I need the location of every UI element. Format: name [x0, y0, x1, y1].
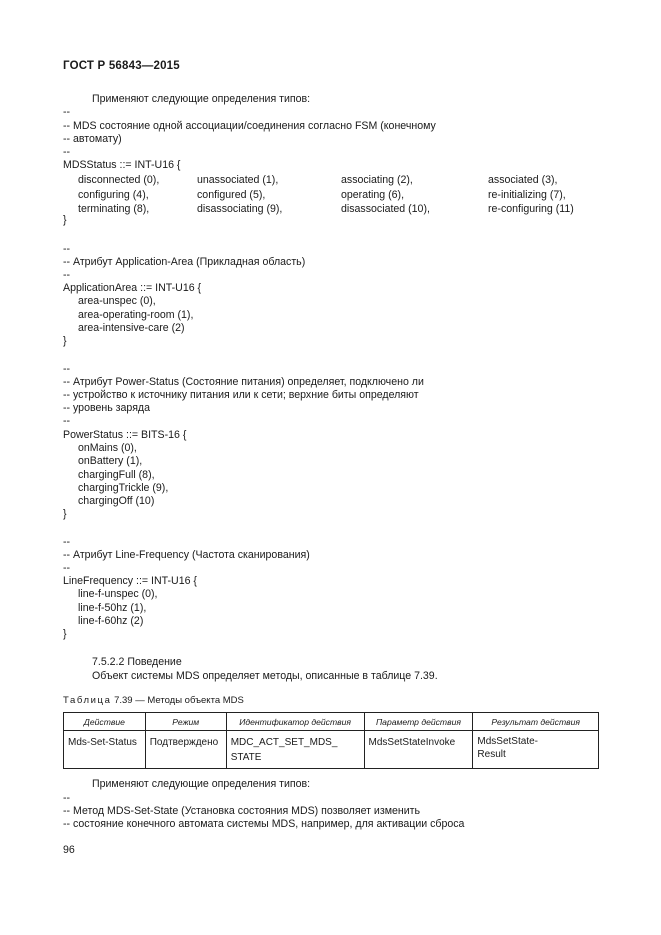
table-caption-prefix: Таблица: [63, 695, 112, 706]
enum-value: associated (3),: [488, 174, 558, 186]
comment-line: -- состояние конечного автомата системы MDS, например, для активации сброса: [63, 818, 465, 830]
enum-value: area-unspec (0),: [78, 295, 156, 307]
enum-value: onMains (0),: [78, 442, 137, 454]
cell-mode: Подтверждено: [145, 731, 226, 769]
enum-value: configured (5),: [197, 189, 266, 201]
enum-value: line-f-unspec (0),: [78, 588, 158, 600]
enum-value: chargingOff (10): [78, 495, 155, 507]
comment-line: -- Атрибут Line-Frequency (Частота сканирования): [63, 549, 310, 561]
comment-line: -- Атрибут Application-Area (Прикладная область): [63, 256, 306, 268]
comment-line: -- устройство к источнику питания или к сети; верхние биты определяют: [63, 389, 419, 401]
intro-paragraph: Применяют следующие определения типов:: [92, 778, 311, 790]
enum-value: chargingTrickle (9),: [78, 482, 169, 494]
closing-brace: }: [63, 335, 67, 347]
section-heading: 7.5.2.2 Поведение: [92, 656, 182, 668]
page-number: 96: [63, 844, 75, 856]
closing-brace: }: [63, 214, 67, 226]
enum-value: operating (6),: [341, 189, 405, 201]
enum-value: configuring (4),: [78, 189, 149, 201]
comment-line: -- Атрибут Power-Status (Состояние питания) определяет, подключено ли: [63, 376, 424, 388]
table-caption-title: 7.39 — Методы объекта MDS: [111, 695, 244, 706]
comment-line: --: [63, 536, 71, 548]
enum-value: line-f-50hz (1),: [78, 602, 147, 614]
cell-action-result: MdsSetState- Result: [473, 731, 599, 769]
comment-line: --: [63, 146, 71, 158]
comment-line: --: [63, 269, 71, 281]
enum-value: area-operating-room (1),: [78, 309, 194, 321]
comment-line: --: [63, 243, 71, 255]
enum-value: disassociated (10),: [341, 203, 430, 215]
enum-value: line-f-60hz (2): [78, 615, 144, 627]
column-header-action-param: Параметр действия: [364, 713, 473, 731]
column-header-mode: Режим: [145, 713, 226, 731]
document-header: ГОСТ Р 56843—2015: [63, 60, 180, 72]
comment-line: --: [63, 562, 71, 574]
comment-line: -- автомату): [63, 133, 122, 145]
enum-value: chargingFull (8),: [78, 469, 155, 481]
comment-line: --: [63, 415, 71, 427]
enum-value: re-initializing (7),: [488, 189, 566, 201]
comment-line: --: [63, 363, 71, 375]
table-row: [64, 731, 599, 769]
type-declaration: LineFrequency ::= INT-U16 {: [63, 575, 197, 587]
enum-value: unassociated (1),: [197, 174, 279, 186]
enum-value: associating (2),: [341, 174, 413, 186]
cell-action-id: MDC_ACT_SET_MDS_ STATE: [226, 731, 364, 769]
cell-action: Mds-Set-Status: [64, 731, 146, 769]
intro-paragraph: Применяют следующие определения типов:: [92, 93, 311, 105]
type-declaration: ApplicationArea ::= INT-U16 {: [63, 282, 202, 294]
column-header-action-result: Результат действия: [473, 713, 599, 731]
column-header-action: Действие: [64, 713, 146, 731]
type-declaration: PowerStatus ::= BITS-16 {: [63, 429, 187, 441]
closing-brace: }: [63, 628, 67, 640]
enum-value: area-intensive-care (2): [78, 322, 185, 334]
closing-brace: }: [63, 508, 67, 520]
table-caption: [63, 695, 244, 706]
enum-value: terminating (8),: [78, 203, 150, 215]
type-declaration: MDSStatus ::= INT-U16 {: [63, 159, 181, 171]
comment-line: --: [63, 106, 71, 118]
enum-value: disassociating (9),: [197, 203, 283, 215]
comment-line: -- уровень заряда: [63, 402, 151, 414]
enum-value: onBattery (1),: [78, 455, 143, 467]
comment-line: -- MDS состояние одной ассоциации/соединения согласно FSM (конечному: [63, 120, 436, 132]
cell-action-param: MdsSetStateInvoke: [364, 731, 473, 769]
enum-value: re-configuring (11): [488, 203, 574, 215]
table-header-row: [64, 713, 599, 731]
methods-table: [63, 712, 599, 769]
enum-value: disconnected (0),: [78, 174, 160, 186]
comment-line: -- Метод MDS-Set-State (Установка состояния MDS) позволяет изменить: [63, 805, 421, 817]
comment-line: --: [63, 792, 71, 804]
column-header-action-id: Идентификатор действия: [226, 713, 364, 731]
section-text: Объект системы MDS определяет методы, описанные в таблице 7.39.: [92, 670, 438, 682]
